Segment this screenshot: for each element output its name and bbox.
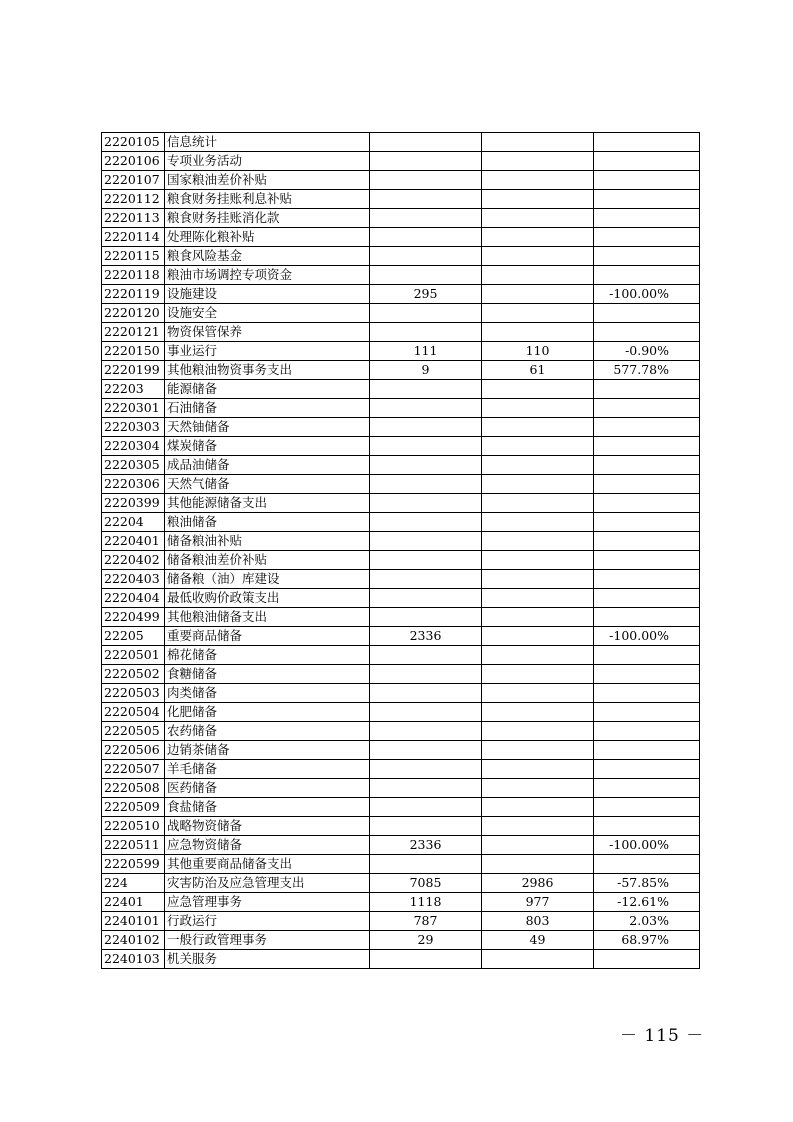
- table-row: [102, 304, 700, 323]
- table-row: [102, 171, 700, 190]
- change-percent-cell: [594, 817, 700, 836]
- current-amount-cell: [482, 551, 594, 570]
- account-name-cell: 棉花储备: [165, 646, 370, 665]
- account-name-cell: 机关服务: [165, 950, 370, 969]
- current-amount-cell: [482, 304, 594, 323]
- change-percent-cell: [594, 779, 700, 798]
- account-code-cell: 22203: [102, 380, 165, 399]
- prior-amount-cell: [370, 646, 482, 665]
- account-code-cell: 2220401: [102, 532, 165, 551]
- prior-amount-cell: 787: [370, 912, 482, 931]
- prior-amount-cell: [370, 475, 482, 494]
- table-row: [102, 361, 700, 380]
- account-code-cell: 22204: [102, 513, 165, 532]
- change-percent-cell: [594, 475, 700, 494]
- table-row: [102, 342, 700, 361]
- prior-amount-cell: [370, 418, 482, 437]
- account-code-cell: 2220121: [102, 323, 165, 342]
- account-code-cell: 2220303: [102, 418, 165, 437]
- account-code-cell: 2220114: [102, 228, 165, 247]
- table-row: [102, 247, 700, 266]
- table-row: [102, 931, 700, 950]
- account-name-cell: 储备粮油差价补贴: [165, 551, 370, 570]
- account-code-cell: 2220118: [102, 266, 165, 285]
- current-amount-cell: [482, 323, 594, 342]
- change-percent-cell: [594, 722, 700, 741]
- account-code-cell: 2220399: [102, 494, 165, 513]
- table-row: [102, 703, 700, 722]
- prior-amount-cell: 111: [370, 342, 482, 361]
- prior-amount-cell: [370, 209, 482, 228]
- account-name-cell: 石油储备: [165, 399, 370, 418]
- prior-amount-cell: [370, 437, 482, 456]
- table-row: [102, 855, 700, 874]
- change-percent-cell: [594, 703, 700, 722]
- account-code-cell: 2220506: [102, 741, 165, 760]
- account-code-cell: 2220502: [102, 665, 165, 684]
- change-percent-cell: [594, 798, 700, 817]
- table-row: [102, 399, 700, 418]
- table-row: [102, 836, 700, 855]
- current-amount-cell: [482, 494, 594, 513]
- page-number: － 115 －: [620, 1026, 705, 1046]
- account-code-cell: 2220403: [102, 570, 165, 589]
- prior-amount-cell: [370, 779, 482, 798]
- table-row: [102, 722, 700, 741]
- prior-amount-cell: [370, 456, 482, 475]
- prior-amount-cell: [370, 494, 482, 513]
- prior-amount-cell: [370, 399, 482, 418]
- account-name-cell: 粮油市场调控专项资金: [165, 266, 370, 285]
- prior-amount-cell: [370, 570, 482, 589]
- prior-amount-cell: [370, 551, 482, 570]
- table-row: [102, 285, 700, 304]
- account-name-cell: 煤炭储备: [165, 437, 370, 456]
- account-name-cell: 重要商品储备: [165, 627, 370, 646]
- account-code-cell: 2240102: [102, 931, 165, 950]
- current-amount-cell: [482, 589, 594, 608]
- current-amount-cell: [482, 171, 594, 190]
- account-name-cell: 其他粮油物资事务支出: [165, 361, 370, 380]
- prior-amount-cell: [370, 950, 482, 969]
- account-name-cell: 食糖储备: [165, 665, 370, 684]
- table-row: [102, 323, 700, 342]
- table-row: [102, 570, 700, 589]
- current-amount-cell: [482, 152, 594, 171]
- current-amount-cell: [482, 209, 594, 228]
- account-name-cell: 设施建设: [165, 285, 370, 304]
- account-name-cell: 其他重要商品储备支出: [165, 855, 370, 874]
- account-code-cell: 2220120: [102, 304, 165, 323]
- current-amount-cell: [482, 741, 594, 760]
- account-name-cell: 处理陈化粮补贴: [165, 228, 370, 247]
- current-amount-cell: [482, 836, 594, 855]
- account-name-cell: 信息统计: [165, 133, 370, 152]
- change-percent-cell: [594, 741, 700, 760]
- change-percent-cell: -100.00%: [594, 285, 700, 304]
- table-row: [102, 437, 700, 456]
- change-percent-cell: [594, 551, 700, 570]
- table-row: [102, 950, 700, 969]
- change-percent-cell: [594, 209, 700, 228]
- table-row: [102, 551, 700, 570]
- change-percent-cell: [594, 247, 700, 266]
- table-row: [102, 589, 700, 608]
- change-percent-cell: -12.61%: [594, 893, 700, 912]
- change-percent-cell: [594, 304, 700, 323]
- change-percent-cell: -100.00%: [594, 627, 700, 646]
- current-amount-cell: 977: [482, 893, 594, 912]
- change-percent-cell: [594, 684, 700, 703]
- account-code-cell: 2220505: [102, 722, 165, 741]
- change-percent-cell: [594, 437, 700, 456]
- account-code-cell: 2220106: [102, 152, 165, 171]
- prior-amount-cell: 9: [370, 361, 482, 380]
- prior-amount-cell: [370, 608, 482, 627]
- prior-amount-cell: 2336: [370, 836, 482, 855]
- table-row: [102, 494, 700, 513]
- change-percent-cell: [594, 950, 700, 969]
- prior-amount-cell: [370, 665, 482, 684]
- current-amount-cell: [482, 399, 594, 418]
- table-row: [102, 893, 700, 912]
- current-amount-cell: [482, 722, 594, 741]
- table-row: [102, 608, 700, 627]
- change-percent-cell: [594, 513, 700, 532]
- change-percent-cell: -0.90%: [594, 342, 700, 361]
- current-amount-cell: [482, 817, 594, 836]
- prior-amount-cell: [370, 266, 482, 285]
- table-row: [102, 133, 700, 152]
- account-name-cell: 其他粮油储备支出: [165, 608, 370, 627]
- account-name-cell: 能源储备: [165, 380, 370, 399]
- table-row: [102, 646, 700, 665]
- table-row: [102, 665, 700, 684]
- current-amount-cell: [482, 437, 594, 456]
- prior-amount-cell: [370, 304, 482, 323]
- prior-amount-cell: [370, 817, 482, 836]
- account-name-cell: 专项业务活动: [165, 152, 370, 171]
- prior-amount-cell: 295: [370, 285, 482, 304]
- table-row: [102, 380, 700, 399]
- table-body: [102, 133, 700, 969]
- prior-amount-cell: [370, 133, 482, 152]
- current-amount-cell: [482, 627, 594, 646]
- table-row: [102, 798, 700, 817]
- account-code-cell: 2220599: [102, 855, 165, 874]
- current-amount-cell: [482, 798, 594, 817]
- table-row: [102, 190, 700, 209]
- current-amount-cell: 110: [482, 342, 594, 361]
- account-name-cell: 储备粮（油）库建设: [165, 570, 370, 589]
- account-name-cell: 战略物资储备: [165, 817, 370, 836]
- account-name-cell: 设施安全: [165, 304, 370, 323]
- account-code-cell: 2220119: [102, 285, 165, 304]
- current-amount-cell: 61: [482, 361, 594, 380]
- change-percent-cell: 2.03%: [594, 912, 700, 931]
- account-code-cell: 2220105: [102, 133, 165, 152]
- account-code-cell: 2220306: [102, 475, 165, 494]
- account-name-cell: 物资保管保养: [165, 323, 370, 342]
- account-code-cell: 2220301: [102, 399, 165, 418]
- account-code-cell: 2220507: [102, 760, 165, 779]
- account-name-cell: 粮食财务挂账利息补贴: [165, 190, 370, 209]
- change-percent-cell: [594, 266, 700, 285]
- table-row: [102, 532, 700, 551]
- account-code-cell: 2220112: [102, 190, 165, 209]
- current-amount-cell: [482, 950, 594, 969]
- account-code-cell: 22401: [102, 893, 165, 912]
- current-amount-cell: [482, 684, 594, 703]
- account-code-cell: 2220150: [102, 342, 165, 361]
- change-percent-cell: [594, 456, 700, 475]
- table-row: [102, 912, 700, 931]
- current-amount-cell: [482, 532, 594, 551]
- table-row: [102, 817, 700, 836]
- prior-amount-cell: [370, 703, 482, 722]
- current-amount-cell: [482, 570, 594, 589]
- account-name-cell: 边销茶储备: [165, 741, 370, 760]
- account-name-cell: 应急管理事务: [165, 893, 370, 912]
- current-amount-cell: [482, 855, 594, 874]
- account-name-cell: 成品油储备: [165, 456, 370, 475]
- budget-table: [101, 132, 700, 969]
- change-percent-cell: [594, 760, 700, 779]
- account-name-cell: 粮食风险基金: [165, 247, 370, 266]
- change-percent-cell: -57.85%: [594, 874, 700, 893]
- change-percent-cell: 577.78%: [594, 361, 700, 380]
- change-percent-cell: [594, 665, 700, 684]
- account-code-cell: 2220501: [102, 646, 165, 665]
- current-amount-cell: [482, 703, 594, 722]
- change-percent-cell: [594, 589, 700, 608]
- current-amount-cell: [482, 779, 594, 798]
- current-amount-cell: [482, 247, 594, 266]
- table-row: [102, 513, 700, 532]
- prior-amount-cell: [370, 532, 482, 551]
- account-name-cell: 储备粮油补贴: [165, 532, 370, 551]
- table-row: [102, 266, 700, 285]
- current-amount-cell: [482, 133, 594, 152]
- account-code-cell: 2220402: [102, 551, 165, 570]
- account-code-cell: 2220508: [102, 779, 165, 798]
- account-name-cell: 农药储备: [165, 722, 370, 741]
- table-row: [102, 152, 700, 171]
- change-percent-cell: [594, 190, 700, 209]
- change-percent-cell: [594, 855, 700, 874]
- account-name-cell: 肉类储备: [165, 684, 370, 703]
- table-row: [102, 418, 700, 437]
- account-code-cell: 2220305: [102, 456, 165, 475]
- prior-amount-cell: [370, 190, 482, 209]
- table-row: [102, 627, 700, 646]
- current-amount-cell: [482, 646, 594, 665]
- account-code-cell: 22205: [102, 627, 165, 646]
- current-amount-cell: [482, 418, 594, 437]
- prior-amount-cell: 2336: [370, 627, 482, 646]
- current-amount-cell: [482, 475, 594, 494]
- table-row: [102, 741, 700, 760]
- current-amount-cell: 49: [482, 931, 594, 950]
- prior-amount-cell: [370, 798, 482, 817]
- prior-amount-cell: [370, 684, 482, 703]
- account-code-cell: 2220510: [102, 817, 165, 836]
- prior-amount-cell: [370, 323, 482, 342]
- current-amount-cell: 803: [482, 912, 594, 931]
- prior-amount-cell: 1118: [370, 893, 482, 912]
- change-percent-cell: [594, 323, 700, 342]
- prior-amount-cell: [370, 228, 482, 247]
- account-name-cell: 应急物资储备: [165, 836, 370, 855]
- account-code-cell: 2240103: [102, 950, 165, 969]
- prior-amount-cell: [370, 380, 482, 399]
- current-amount-cell: [482, 513, 594, 532]
- prior-amount-cell: 7085: [370, 874, 482, 893]
- account-name-cell: 一般行政管理事务: [165, 931, 370, 950]
- account-name-cell: 最低收购价政策支出: [165, 589, 370, 608]
- account-code-cell: 2220115: [102, 247, 165, 266]
- account-code-cell: 2220107: [102, 171, 165, 190]
- account-code-cell: 2220509: [102, 798, 165, 817]
- account-code-cell: 2220511: [102, 836, 165, 855]
- current-amount-cell: [482, 456, 594, 475]
- change-percent-cell: [594, 152, 700, 171]
- account-code-cell: 2220113: [102, 209, 165, 228]
- account-name-cell: 灾害防治及应急管理支出: [165, 874, 370, 893]
- change-percent-cell: [594, 133, 700, 152]
- current-amount-cell: 2986: [482, 874, 594, 893]
- prior-amount-cell: [370, 589, 482, 608]
- current-amount-cell: [482, 380, 594, 399]
- table-row: [102, 684, 700, 703]
- account-code-cell: 2240101: [102, 912, 165, 931]
- account-name-cell: 天然铀储备: [165, 418, 370, 437]
- prior-amount-cell: [370, 741, 482, 760]
- account-code-cell: 2220404: [102, 589, 165, 608]
- account-name-cell: 粮油储备: [165, 513, 370, 532]
- account-code-cell: 2220503: [102, 684, 165, 703]
- account-name-cell: 化肥储备: [165, 703, 370, 722]
- prior-amount-cell: [370, 760, 482, 779]
- change-percent-cell: 68.97%: [594, 931, 700, 950]
- change-percent-cell: [594, 171, 700, 190]
- change-percent-cell: [594, 494, 700, 513]
- account-code-cell: 2220504: [102, 703, 165, 722]
- current-amount-cell: [482, 190, 594, 209]
- account-name-cell: 粮食财务挂账消化款: [165, 209, 370, 228]
- prior-amount-cell: [370, 171, 482, 190]
- current-amount-cell: [482, 665, 594, 684]
- current-amount-cell: [482, 266, 594, 285]
- change-percent-cell: [594, 532, 700, 551]
- change-percent-cell: [594, 399, 700, 418]
- change-percent-cell: [594, 646, 700, 665]
- prior-amount-cell: [370, 855, 482, 874]
- change-percent-cell: [594, 418, 700, 437]
- current-amount-cell: [482, 760, 594, 779]
- change-percent-cell: -100.00%: [594, 836, 700, 855]
- prior-amount-cell: [370, 152, 482, 171]
- table-row: [102, 456, 700, 475]
- account-code-cell: 2220199: [102, 361, 165, 380]
- prior-amount-cell: 29: [370, 931, 482, 950]
- change-percent-cell: [594, 608, 700, 627]
- table-row: [102, 228, 700, 247]
- prior-amount-cell: [370, 513, 482, 532]
- change-percent-cell: [594, 570, 700, 589]
- account-name-cell: 其他能源储备支出: [165, 494, 370, 513]
- account-name-cell: 行政运行: [165, 912, 370, 931]
- account-name-cell: 天然气储备: [165, 475, 370, 494]
- prior-amount-cell: [370, 247, 482, 266]
- table-row: [102, 779, 700, 798]
- table-row: [102, 874, 700, 893]
- change-percent-cell: [594, 380, 700, 399]
- account-name-cell: 食盐储备: [165, 798, 370, 817]
- current-amount-cell: [482, 608, 594, 627]
- change-percent-cell: [594, 228, 700, 247]
- current-amount-cell: [482, 228, 594, 247]
- table-row: [102, 209, 700, 228]
- table-row: [102, 760, 700, 779]
- account-name-cell: 国家粮油差价补贴: [165, 171, 370, 190]
- account-code-cell: 224: [102, 874, 165, 893]
- prior-amount-cell: [370, 722, 482, 741]
- account-name-cell: 医药储备: [165, 779, 370, 798]
- account-name-cell: 事业运行: [165, 342, 370, 361]
- current-amount-cell: [482, 285, 594, 304]
- account-code-cell: 2220499: [102, 608, 165, 627]
- account-code-cell: 2220304: [102, 437, 165, 456]
- account-name-cell: 羊毛储备: [165, 760, 370, 779]
- table-row: [102, 475, 700, 494]
